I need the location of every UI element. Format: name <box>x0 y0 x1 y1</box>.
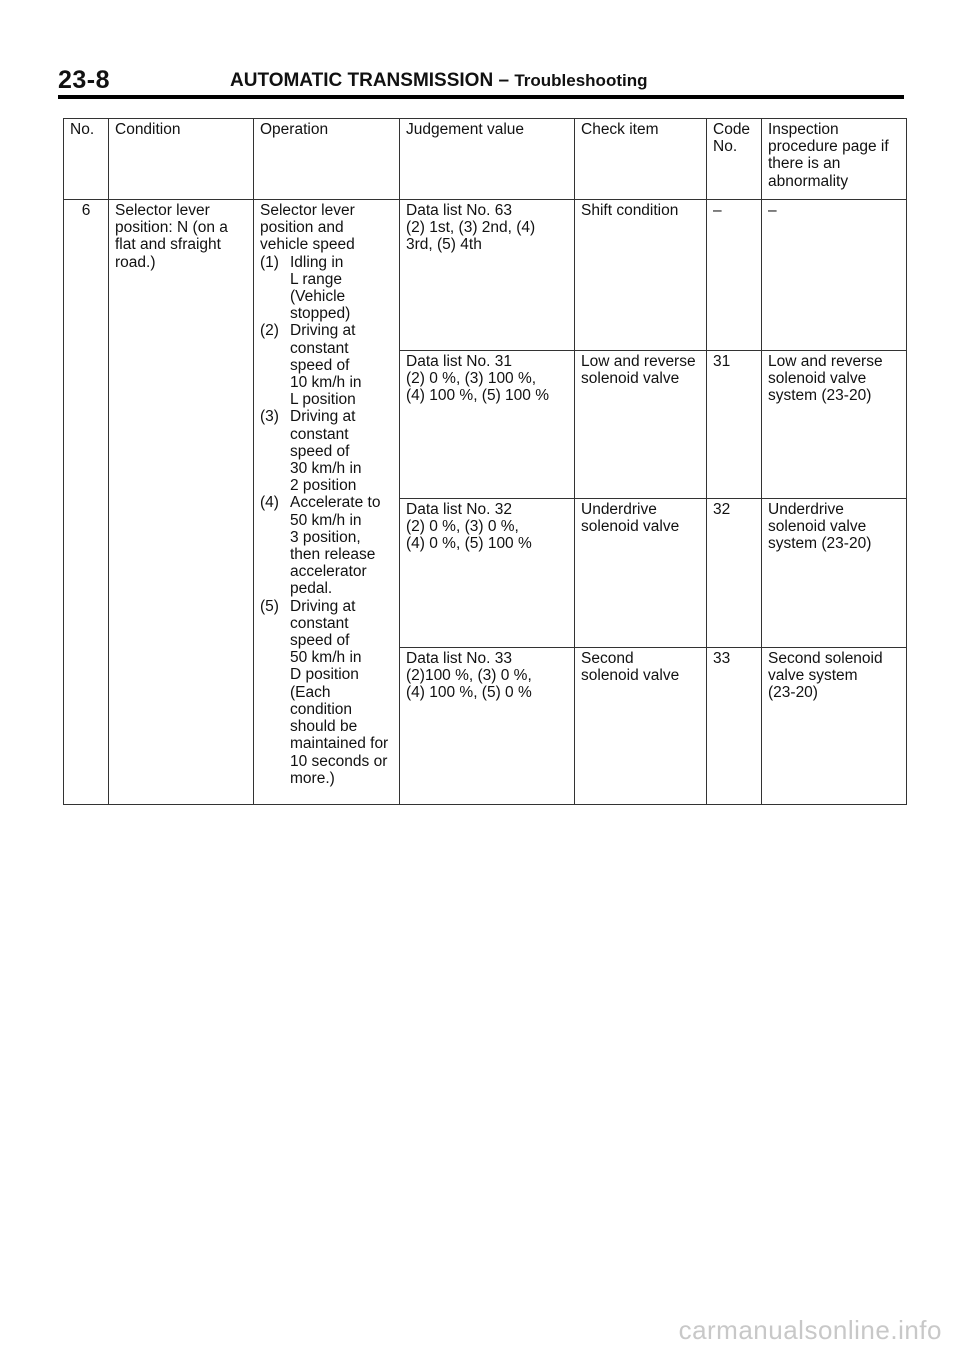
operation-list <box>260 254 393 787</box>
inspection-cell: Underdrive solenoid valve system (23-20) <box>762 499 907 648</box>
judgement-cell: Data list No. 33 (2)100 %, (3) 0 %, (4) 100 %, (5) 0 % <box>400 648 575 805</box>
subsection-title: Troubleshooting <box>514 71 648 90</box>
header-cell: Judgement value <box>400 119 575 200</box>
header-cell: Condition <box>109 119 254 200</box>
table-header-row <box>64 119 907 200</box>
operation-item <box>260 408 393 494</box>
code-cell: 33 <box>707 648 762 805</box>
watermark-text: carmanualsonline.info <box>678 1315 942 1345</box>
page-header <box>58 66 904 96</box>
page-number: 23-8 <box>58 66 111 94</box>
operation-item <box>260 494 393 597</box>
header-cell: Inspection procedure page if there is an abnormality <box>762 119 907 200</box>
judgement-cell: Data list No. 31 (2) 0 %, (3) 100 %, (4) 100 %, (5) 100 % <box>400 351 575 499</box>
operation-item-text: Driving at constant speed of 50 km/h in D position (Each condition should be maintained for 10 seconds or more.) <box>290 597 389 787</box>
operation-item-number: (2) <box>260 322 279 340</box>
header-cell: Operation <box>254 119 400 200</box>
row-number: 6 <box>64 200 109 805</box>
header-cell: No. <box>64 119 109 200</box>
check-item-cell: Low and reverse solenoid valve <box>575 351 707 499</box>
header-cell: Code No. <box>707 119 762 200</box>
table-row <box>64 200 907 351</box>
code-cell: – <box>707 200 762 351</box>
operation-item-text: Accelerate to 50 km/h in 3 position, then release accelerator pedal. <box>290 494 381 598</box>
operation-item <box>260 254 393 323</box>
operation-item <box>260 598 393 787</box>
operation-item-text: Idling in L range (Vehicle stopped) <box>290 253 351 323</box>
operation-item-number: (5) <box>260 597 279 615</box>
operation-item <box>260 322 393 408</box>
condition-cell: Selector lever position: N (on a flat and sfraight road.) <box>109 200 254 805</box>
check-item-cell: Underdrive solenoid valve <box>575 499 707 648</box>
operation-item-number: (3) <box>260 408 279 426</box>
header-cell: Check item <box>575 119 707 200</box>
header-rule <box>58 95 904 99</box>
page-title <box>230 70 647 92</box>
check-item-cell: Shift condition <box>575 200 707 351</box>
inspection-cell: Low and reverse solenoid valve system (23-20) <box>762 351 907 499</box>
operation-cell <box>254 200 400 805</box>
code-cell: 32 <box>707 499 762 648</box>
check-item-cell: Second solenoid valve <box>575 648 707 805</box>
operation-item-number: (4) <box>260 494 279 512</box>
section-title: AUTOMATIC TRANSMISSION <box>230 70 494 91</box>
title-separator: – <box>498 70 510 91</box>
operation-item-text: Driving at constant speed of 10 km/h in L position <box>290 322 362 409</box>
operation-intro: Selector lever position and vehicle speed <box>260 202 355 254</box>
troubleshooting-table <box>63 118 907 805</box>
operation-item-number: (1) <box>260 253 279 271</box>
judgement-cell: Data list No. 32 (2) 0 %, (3) 0 %, (4) 0 %, (5) 100 % <box>400 499 575 648</box>
code-cell: 31 <box>707 351 762 499</box>
operation-item-text: Driving at constant speed of 30 km/h in 2 position <box>290 408 362 495</box>
inspection-cell: Second solenoid valve system (23-20) <box>762 648 907 805</box>
judgement-cell: Data list No. 63 (2) 1st, (3) 2nd, (4) 3rd, (5) 4th <box>400 200 575 351</box>
inspection-cell: – <box>762 200 907 351</box>
